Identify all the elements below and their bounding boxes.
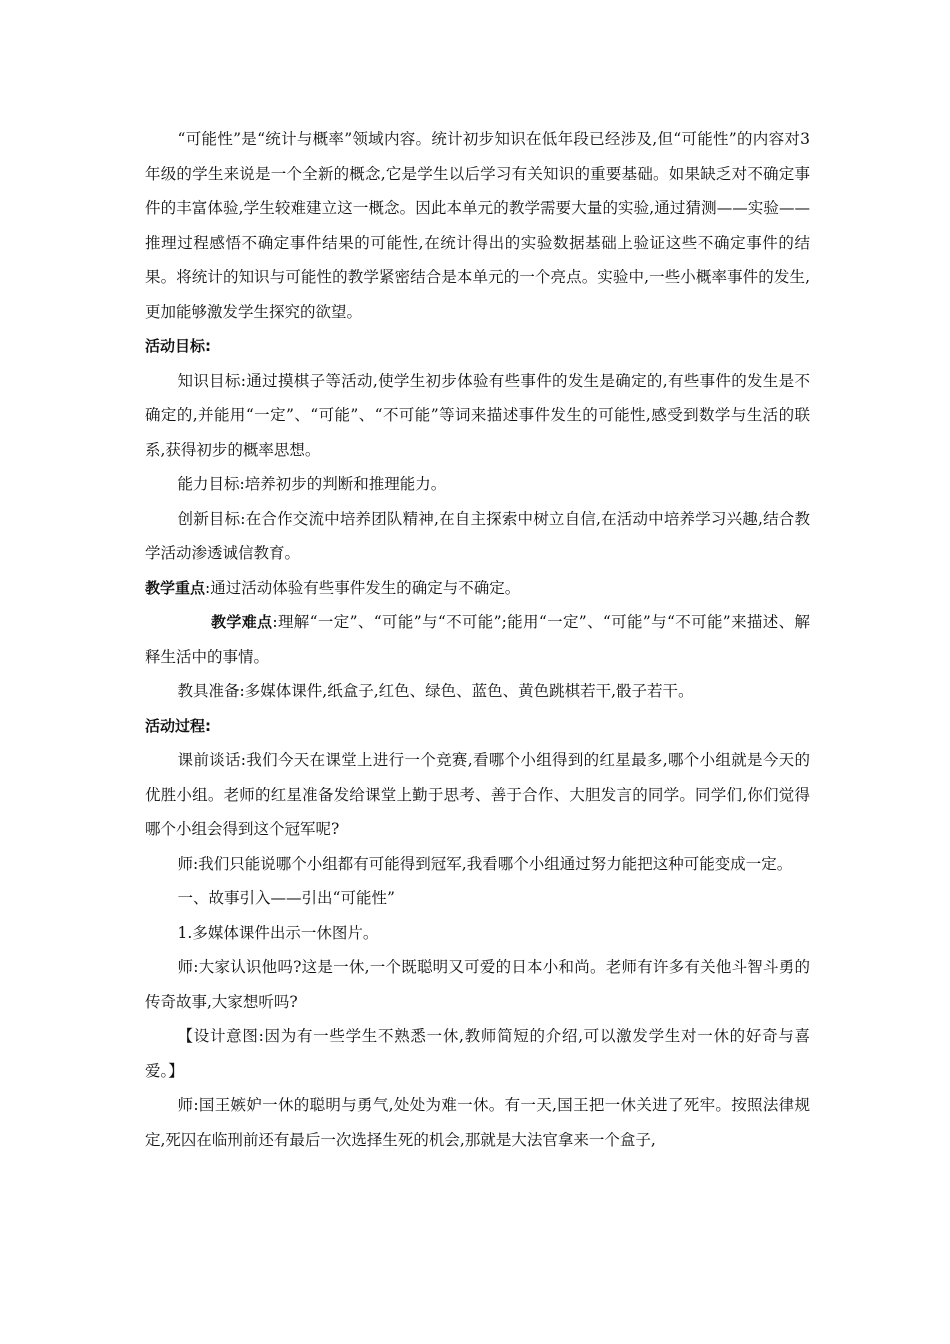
goals-heading: 活动目标:: [145, 337, 211, 355]
tools-paragraph: 教具准备:多媒体课件,纸盒子,红色、绿色、蓝色、黄色跳棋若干,骰子若干。: [177, 682, 694, 700]
difficulty-text: :理解“一定”、“可能”与“不可能”;能用“一定”、“可能”与“不可能”来描述、解释生活中的事情。: [145, 613, 810, 666]
intro-paragraph: “可能性”是“统计与概率”领域内容。统计初步知识在低年段已经涉及,但“可能性”的内容对3年级的学生来说是一个全新的概念,它是学生以后学习有关知识的重要基础。如果缺乏对不确定事件的丰富体验,学生较难建立这一概念。因此本单元的教学需要大量的实验,通过猜测——实验——推理过程感悟不确定事件结果的可能性,在统计得出的实验数据基础上验证这些不确定事件的结果。将统计的知识与可能性的教学紧密结合是本单元的一个亮点。实验中,一些小概率事件的发生,更加能够激发学生探究的欲望。: [145, 130, 810, 321]
step-1-paragraph: 1.多媒体课件出示一休图片。: [177, 923, 379, 942]
key-point-paragraph: [145, 571, 810, 606]
difficulty-paragraph: [145, 605, 810, 674]
design-note-paragraph: 【设计意图:因为有一些学生不熟悉一休,教师简短的介绍,可以激发学生对一休的好奇与喜爱。】: [145, 1027, 810, 1080]
process-heading: 活动过程:: [145, 716, 211, 735]
teacher-paragraph-3: 师:国王嫉妒一休的聪明与勇气,处处为难一休。有一天,国王把一休关进了死牢。按照法律规定,死囚在临刑前还有最后一次选择生死的机会,那就是大法官拿来一个盒子,: [145, 1096, 810, 1149]
document-body: [145, 122, 810, 1157]
goal-ability-paragraph: 能力目标:培养初步的判断和推理能力。: [177, 475, 447, 493]
teacher-paragraph-1: 师:我们只能说哪个小组都有可能得到冠军,我看哪个小组通过努力能把这种可能变成一定。: [177, 854, 793, 873]
section-heading-1: 一、故事引入——引出“可能性”: [177, 889, 395, 907]
key-point-text: :通过活动体验有些事件发生的确定与不确定。: [205, 578, 521, 597]
pre-talk-paragraph: 课前谈话:我们今天在课堂上进行一个竞赛,看哪个小组得到的红星最多,哪个小组就是今天的优胜小组。老师的红星准备发给课堂上勤于思考、善于合作、大胆发言的同学。同学们,你们觉得哪个小组会得到这个冠军呢?: [145, 751, 810, 838]
goal-innovation-paragraph: 创新目标:在合作交流中培养团队精神,在自主探索中树立自信,在活动中培养学习兴趣,结合教学活动渗透诚信教育。: [145, 509, 810, 562]
difficulty-label: 教学难点: [211, 613, 273, 631]
key-point-label: 教学重点: [145, 578, 206, 597]
goal-knowledge-paragraph: 知识目标:通过摸棋子等活动,使学生初步体验有些事件的发生是确定的,有些事件的发生是不确定的,并能用“一定”、“可能”、“不可能”等词来描述事件发生的可能性,感受到数学与生活的联系,获得初步的概率思想。: [145, 371, 810, 459]
teacher-paragraph-2: 师:大家认识他吗?这是一休,一个既聪明又可爱的日本小和尚。老师有许多有关他斗智斗勇的传奇故事,大家想听吗?: [145, 958, 810, 1011]
